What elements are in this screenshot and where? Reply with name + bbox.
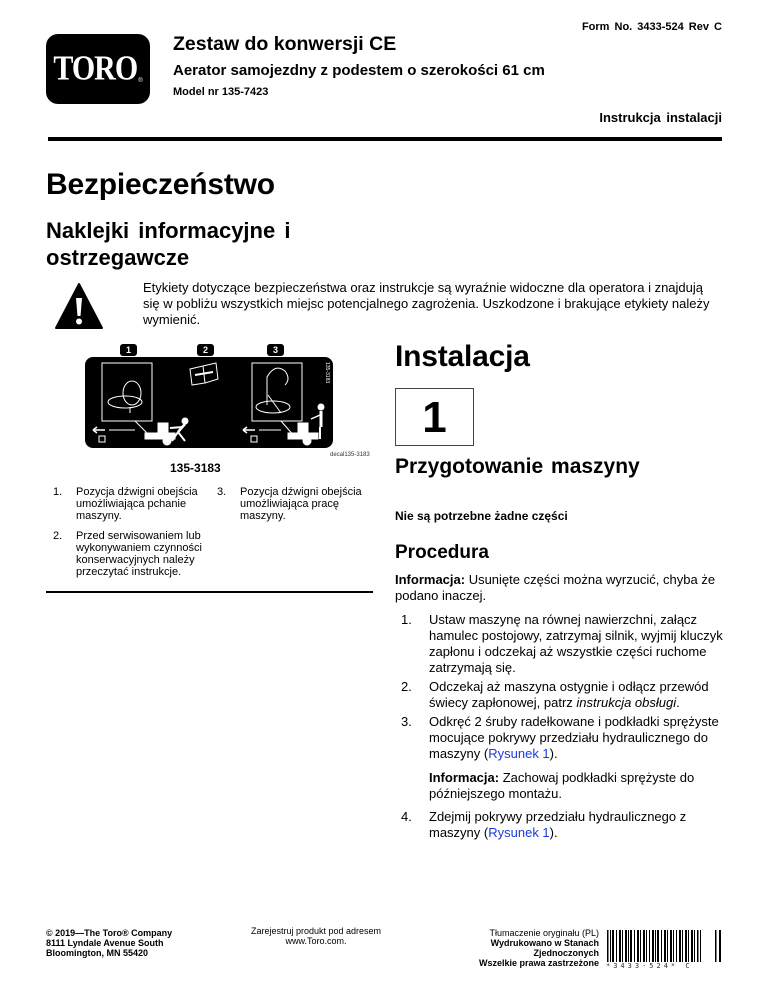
step-number: 1.: [401, 612, 412, 627]
callout-3: 3: [267, 344, 284, 356]
footer-legal: [440, 928, 599, 968]
step-text: [429, 679, 729, 711]
step-text: [429, 809, 729, 841]
header-divider: [48, 137, 722, 141]
parts-required-note: Nie są potrzebne żadne części: [395, 509, 568, 523]
decal-image: [85, 357, 333, 448]
form-number: Form No. 3433-524 Rev C: [581, 21, 722, 33]
legend-item: [53, 486, 213, 526]
decals-subheading: Naklejki informacyjne i ostrzegawcze: [46, 218, 291, 270]
callout-2: 2: [197, 344, 214, 356]
step-text: Ustaw maszynę na równej nawierzchni, załącz hamulec postojowy, zatrzymaj silnik, wyjmij kluczyk zapłonu i odczekaj aż wszystkie części ruchome zatrzymają się.: [429, 612, 723, 675]
step-number: 4.: [401, 809, 412, 824]
decal-filename: decal135-3183: [330, 452, 370, 458]
toro-logo: [46, 34, 150, 104]
safety-paragraph: Etykiety dotyczące bezpieczeństwa oraz instrukcje są wyraźnie widoczne dla operatora i znajdują się w pobliżu wszystkich miejsc potencjalnego zagrożenia. Uszkodzone i brakujące etykiety należy wymienić.: [143, 280, 710, 327]
legend-number: 3.: [217, 486, 227, 498]
step-text-part: ).: [549, 825, 558, 840]
step-number-box: 1: [395, 388, 474, 446]
figure-1-link[interactable]: Rysunek 1: [488, 746, 550, 761]
step-text-part: Zdejmij pokrywy przedziału hydraulicznego z maszyny (: [429, 809, 687, 840]
legend-item: [53, 530, 213, 580]
legend-number: 2.: [53, 530, 63, 542]
info-text: Usunięte części można wyrzucić, chyba że podano inaczej.: [395, 572, 716, 603]
step-text-part: Odkręć 2 śruby radełkowane i podkładki sprężyste mocujące pokrywy przedziału hydraulicznego do maszyny (: [429, 714, 719, 761]
figure-1-link[interactable]: Rysunek 1: [488, 825, 550, 840]
translation-note: Tłumaczenie oryginału (PL): [489, 928, 599, 938]
rights-reserved: Wszelkie prawa zastrzeżone: [478, 958, 599, 968]
document-subtitle: Aerator samojezdny z podestem o szerokości 61 cm: [173, 62, 545, 79]
step-text-part: ).: [549, 746, 558, 761]
model-number: Model nr 135-7423: [173, 86, 269, 98]
document-type: Instrukcja instalacji: [599, 110, 722, 125]
step-text-part: .: [676, 695, 680, 710]
bypass-lever-operate-frame: [252, 363, 302, 421]
step-title: Przygotowanie maszyny: [395, 455, 640, 478]
section-divider: [46, 591, 373, 593]
info-note: [395, 572, 730, 604]
footer-company-address: [46, 928, 172, 958]
legend-text: Pozycja dźwigni obejścia umożliwiająca pracę maszyny.: [240, 486, 362, 522]
legend-number: 1.: [53, 486, 63, 498]
footer-registration: [210, 926, 422, 946]
info-label: Informacja:: [429, 770, 500, 785]
legend-text: Przed serwisowaniem lub wykonywaniem czynności konserwacyjnych należy przeczytać instrukcje.: [76, 530, 202, 578]
info-label: Informacja:: [395, 572, 466, 587]
registered-mark: ®: [138, 78, 143, 84]
document-title: Zestaw do konwersji CE: [173, 33, 397, 55]
callout-1: 1: [120, 344, 137, 356]
barcode-text: *3433-524* C: [606, 962, 693, 970]
decal-vertical-id: 135-3183: [324, 362, 330, 384]
legend-item: [217, 486, 377, 526]
procedure-heading: Procedura: [395, 542, 489, 563]
printed-in-country: Zjednoczonych: [533, 948, 599, 958]
step-number: 2.: [401, 679, 412, 694]
step-text-part: Odczekaj aż maszyna ostygnie i odłącz przewód świecy zapłonowej, patrz: [429, 679, 709, 710]
copyright: © 2019—The Toro® Company: [46, 928, 173, 938]
step-text: [429, 714, 729, 762]
register-text: Zarejestruj produkt pod adresem: [250, 926, 382, 936]
city-address: Bloomington, MN 55420: [46, 948, 149, 958]
legend-text: Pozycja dźwigni obejścia umożliwiająca pchanie maszyny.: [76, 486, 198, 522]
logo-text: TORO: [53, 49, 138, 88]
printed-in: Wydrukowano w Stanach: [490, 938, 599, 948]
street-address: 8111 Lyndale Avenue South: [46, 938, 164, 948]
decal-illustration: [85, 357, 333, 448]
decal-caption: 135-3183: [170, 461, 221, 475]
step-number: 3.: [401, 714, 412, 729]
barcode-icon: [606, 930, 726, 962]
operators-manual-reference: instrukcja obsługi: [576, 695, 677, 710]
warning-triangle-icon: [54, 282, 104, 330]
safety-heading: Bezpieczeństwo: [46, 168, 275, 201]
info-text: Zachowaj podkładki sprężyste do późniejszego montażu.: [429, 770, 695, 801]
website-link[interactable]: www.Toro.com.: [285, 936, 347, 946]
step-3-info-note: [429, 770, 729, 802]
bypass-lever-push-frame: [102, 363, 152, 421]
installation-heading: Instalacja: [395, 340, 530, 373]
